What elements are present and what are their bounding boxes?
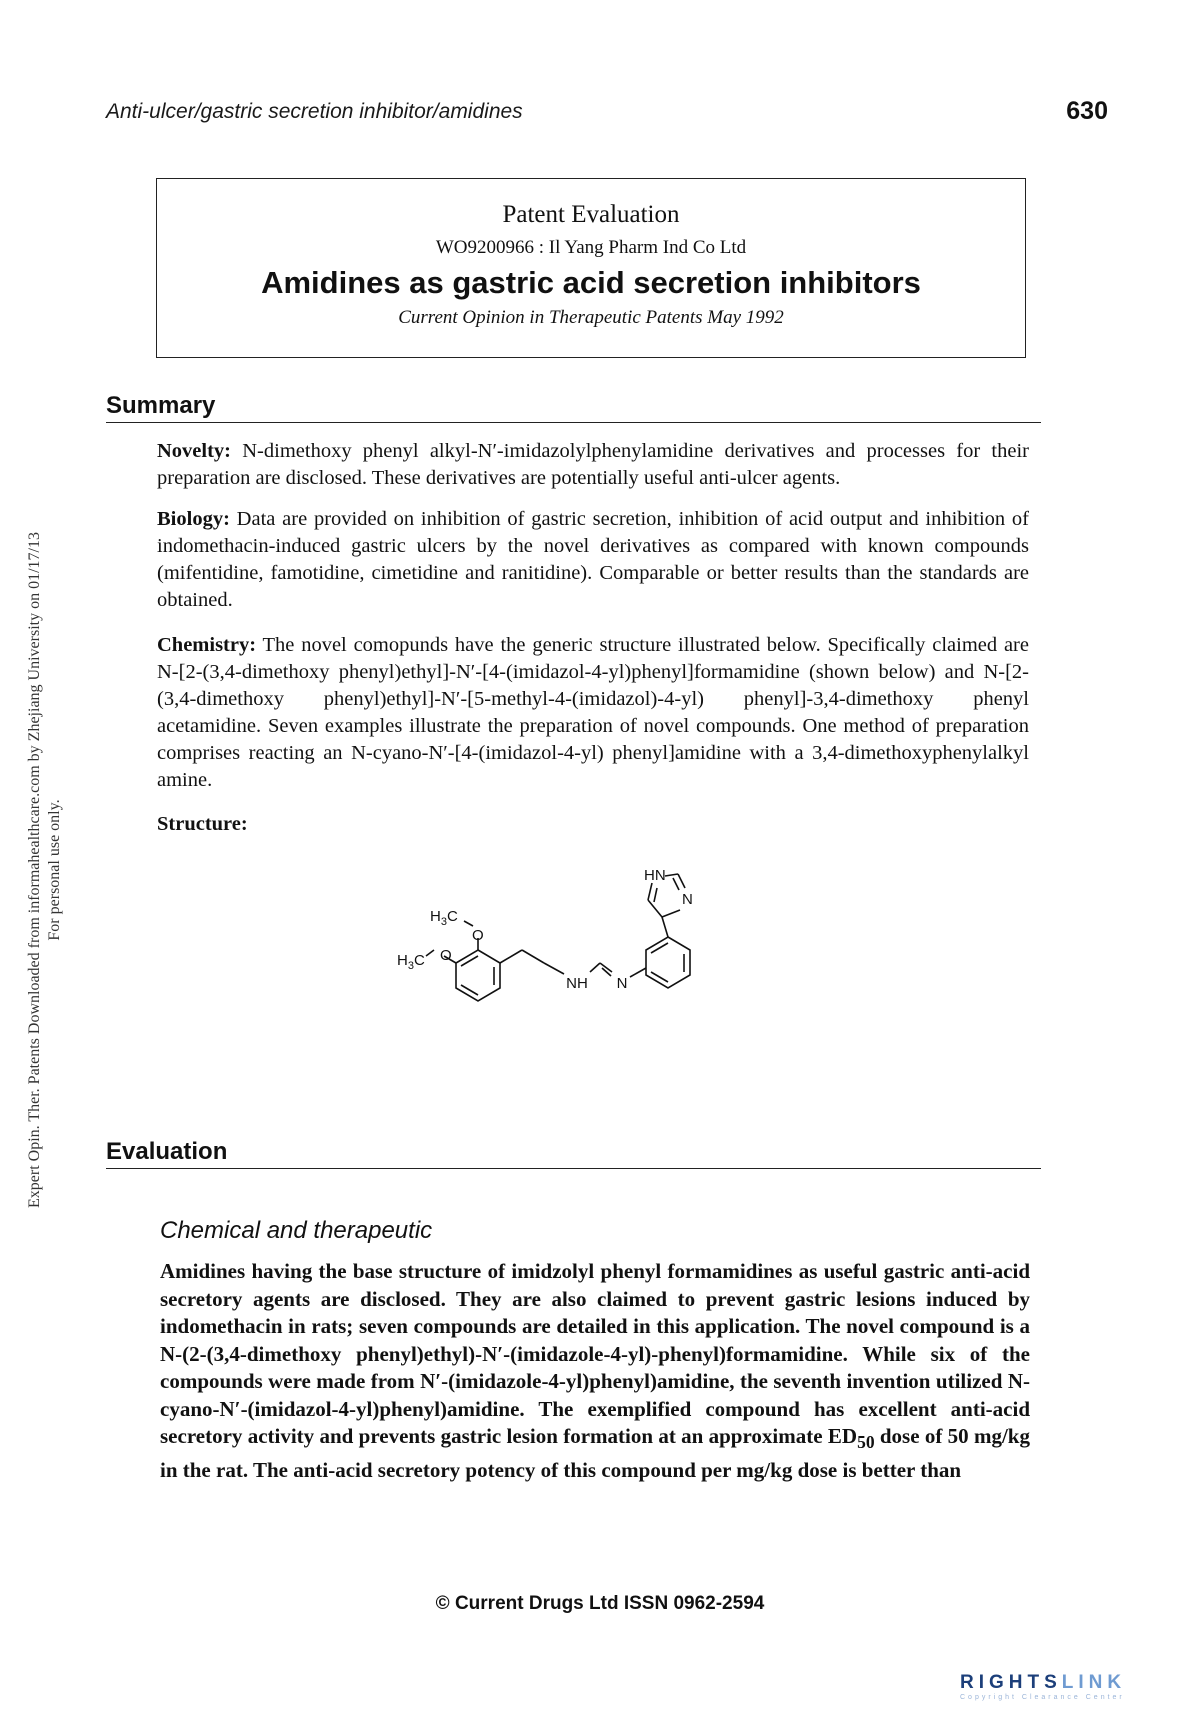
structure-bonds xyxy=(426,874,690,1001)
evaluation-paragraph xyxy=(160,1258,1030,1484)
atom-labels xyxy=(397,868,693,992)
side-note xyxy=(0,510,90,1230)
chemistry-text: The novel comopunds have the generic structure illustrated below. Specifically claimed are N-[2-(3,4-dimethoxy phenyl)ethyl]-N′-[4-(imidazol-4-yl)phenyl]formamidine (shown below) and N-[2-(3,4-dimethoxy phenyl)ethyl]-N′-[5-methyl-4-(imidazol)-4-yl) phenyl]-3,4-dimethoxy phenyl acetamidine. Seven examples illustrate the preparation of novel compounds. One method of preparation comprises reacting an N-cyano-N′-[4-(imidazol-4-yl) phenyl]amidine with a 3,4-dimethoxyphenylalkyl amine. xyxy=(157,634,1029,791)
chemical-therapeutic-subheading: Chemical and therapeutic xyxy=(160,1217,433,1244)
rightslink-wordmark: RIGHTSLINK xyxy=(960,1672,1127,1693)
biology-text: Data are provided on inhibition of gastric secretion, inhibition of acid output and inhibition of indomethacin-induced gastric ulcers by the novel derivatives as compared with known compounds (mifentidine, famotidine, cimetidine and ranitidine). Comparable or better results than the standards are obtained. xyxy=(157,508,1029,611)
chemistry-label: Chemistry: xyxy=(157,634,257,656)
amidine-n-label: N xyxy=(616,975,628,992)
copyright-footer: © Current Drugs Ltd ISSN 0962-2594 xyxy=(435,1593,765,1614)
patent-reference: WO9200966 : Il Yang Pharm Ind Co Ltd xyxy=(435,237,747,258)
oxygen-label-lower: O xyxy=(440,947,452,964)
hn-label: HN xyxy=(644,868,666,884)
evaluation-heading: Evaluation xyxy=(106,1138,1041,1169)
biology-paragraph xyxy=(157,506,1029,614)
methyl-label-lower: $H_3C$ xyxy=(397,952,425,972)
page-number: 630 xyxy=(1066,97,1108,125)
novelty-label: Novelty: xyxy=(157,440,232,462)
chemical-structure xyxy=(380,868,780,1068)
running-head: Anti-ulcer/gastric secretion inhibitor/amidines xyxy=(106,100,523,123)
methyl-label-upper: $H_3C$ xyxy=(430,908,458,928)
evaluation-text-part1: Amidines having the base structure of imidzolyl phenyl formamidines as useful gastric anti-acid secretory agents are disclosed. They are also claimed to prevent gastric lesions induced by indomethacin in rats; seven compounds are detailed in this application. The novel compound is a N-(2-(3,4-dimethoxy phenyl)ethyl)-N′-(imidazole-4-yl)-phenyl)formamidine. While six of the compounds were made from N′-(imidazole-4-yl)phenyl)amidine, the seventh invention utilized N-cyano-N′-(imidazol-4-yl)phenyl)amidine. The exemplified compound has excellent anti-acid secretory activity and prevents gastric lesion formation at an approximate ED xyxy=(160,1259,1030,1448)
rightslink-subtitle: Copyright Clearance Center xyxy=(960,1694,1125,1701)
side-note-line-1: Expert Opin. Ther. Patents Downloaded from informahealthcare.com by Zhejiang University on 01/17/13 xyxy=(26,532,43,1208)
novelty-paragraph xyxy=(157,438,1029,492)
side-note-line-2: For personal use only. xyxy=(46,799,63,941)
evaluation-text-part2: dose of 50 mg/kg in the rat. The anti-acid secretory potency of this compound per mg/kg dose is better than xyxy=(160,1424,1030,1482)
structure-label: Structure: xyxy=(157,813,248,835)
chemistry-paragraph xyxy=(157,632,1029,794)
article-source: Current Opinion in Therapeutic Patents May 1992 xyxy=(398,307,784,328)
patent-evaluation-box xyxy=(156,178,1026,358)
rightslink-logo[interactable] xyxy=(960,1672,1190,1712)
imidazole-n-label: N xyxy=(682,891,693,908)
nh-label: NH xyxy=(566,975,588,992)
ed50-subscript: 50 xyxy=(857,1432,875,1453)
summary-heading: Summary xyxy=(106,392,1041,423)
box-label: Patent Evaluation xyxy=(502,201,680,228)
oxygen-label-upper: O xyxy=(472,927,484,944)
article-title: Amidines as gastric acid secretion inhibitors xyxy=(261,265,921,300)
biology-label: Biology: xyxy=(157,508,230,530)
side-note-text xyxy=(25,532,65,1208)
novelty-text: N-dimethoxy phenyl alkyl-N′-imidazolylphenylamidine derivatives and processes for their preparation are disclosed. These derivatives are potentially useful anti-ulcer agents. xyxy=(157,440,1029,489)
